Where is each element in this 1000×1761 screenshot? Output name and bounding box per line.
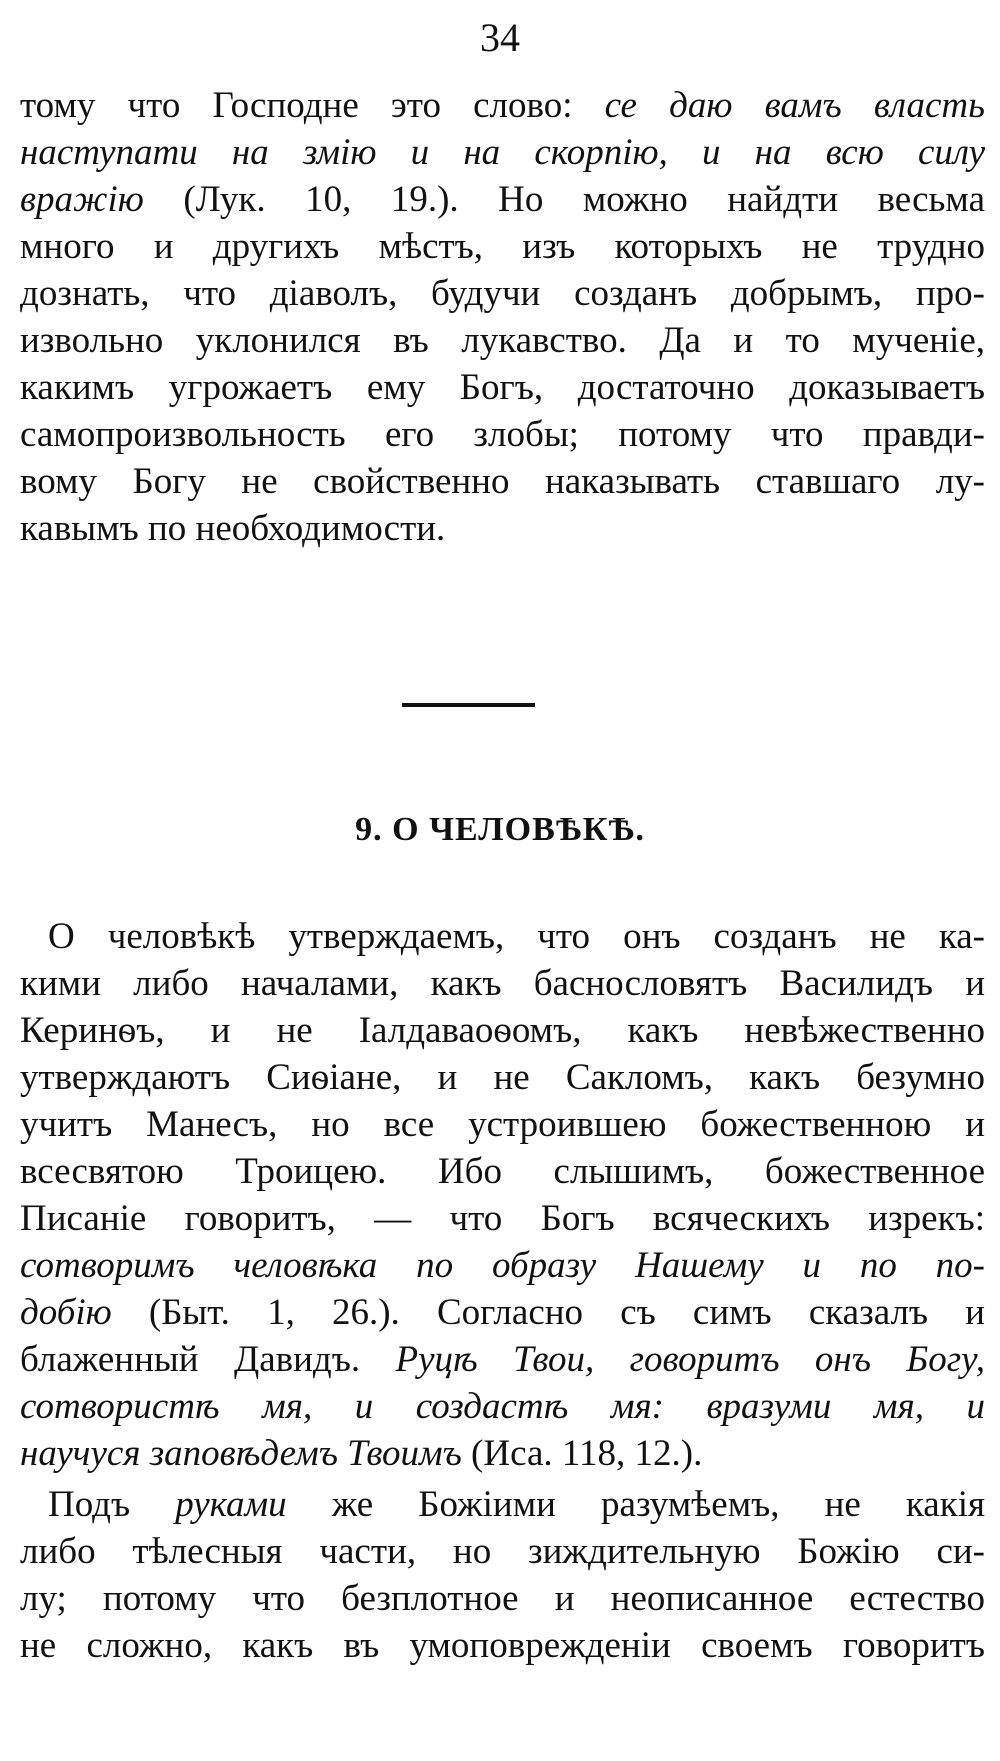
text-line: Керинѳъ, и не Іалдаваоѳомъ, какъ невѣжественно bbox=[20, 1010, 985, 1051]
text-line: извольно уклонился въ лукавство. Да и то мученіе, bbox=[20, 320, 985, 361]
text-line: много и другихъ мѣстъ, изъ которыхъ не трудно bbox=[20, 226, 985, 267]
text-line: кими либо началами, какъ баснословятъ Василидъ и bbox=[20, 963, 985, 1004]
text-line: тому что Господне это слово: се даю вамъ власть bbox=[20, 85, 985, 126]
text-line: вражію (Лук. 10, 19.). Но можно найдти весьма bbox=[20, 179, 985, 220]
text-line: утверждаютъ Сиѳіане, и не Сакломъ, какъ безумно bbox=[20, 1057, 985, 1098]
paragraph-man bbox=[20, 913, 985, 1477]
text-line: наступати на змію и на скорпію, и на всю силу bbox=[20, 132, 985, 173]
paragraph-devil bbox=[20, 82, 985, 552]
text-line: либо тѣлесныя части, но зиждительную Божію си- bbox=[20, 1531, 985, 1572]
text-line: учитъ Манесъ, но все устроившею божественною и bbox=[20, 1104, 985, 1145]
section-heading: 9. О ЧЕЛОВѢКѢ. bbox=[355, 811, 645, 848]
section-divider bbox=[402, 703, 535, 707]
text-line: Подъ руками же Божіими разумѣемъ, не какія bbox=[48, 1484, 985, 1525]
text-line: не сложно, какъ въ умоповрежденіи своемъ говоритъ bbox=[20, 1625, 985, 1666]
text-line: О человѣкѣ утверждаемъ, что онъ созданъ не ка- bbox=[48, 916, 985, 957]
text-line: самопроизвольность его злобы; потому что правди- bbox=[20, 414, 985, 455]
text-line: сотвористѣ мя, и создастѣ мя: вразуми мя, и bbox=[20, 1386, 985, 1427]
text-line: блаженный Давидъ. Руцѣ Твои, говоритъ онъ Богу, bbox=[20, 1339, 985, 1380]
text-line: добію (Быт. 1, 26.). Согласно съ симъ сказалъ и bbox=[20, 1292, 985, 1333]
text-line: лу; потому что безплотное и неописанное естество bbox=[20, 1578, 985, 1619]
text-line: всесвятою Троицею. Ибо слышимъ, божественное bbox=[20, 1151, 985, 1192]
text-line: научуся заповѣдемъ Твоимъ (Иса. 118, 12.). bbox=[20, 1433, 703, 1474]
text-line: сотворимъ человѣка по образу Нашему и по по- bbox=[20, 1245, 985, 1286]
text-line: дознать, что діаволъ, будучи созданъ добрымъ, про- bbox=[20, 273, 985, 314]
page-number: 34 bbox=[480, 15, 520, 60]
text-line: вому Богу не свойственно наказывать ставшаго лу- bbox=[20, 461, 985, 502]
paragraph-hands bbox=[20, 1481, 985, 1669]
text-line: кавымъ по необходимости. bbox=[20, 508, 446, 549]
text-line: какимъ угрожаетъ ему Богъ, достаточно доказываетъ bbox=[20, 367, 985, 408]
text-line: Писаніе говоритъ, — что Богъ всяческихъ изрекъ: bbox=[20, 1198, 985, 1239]
